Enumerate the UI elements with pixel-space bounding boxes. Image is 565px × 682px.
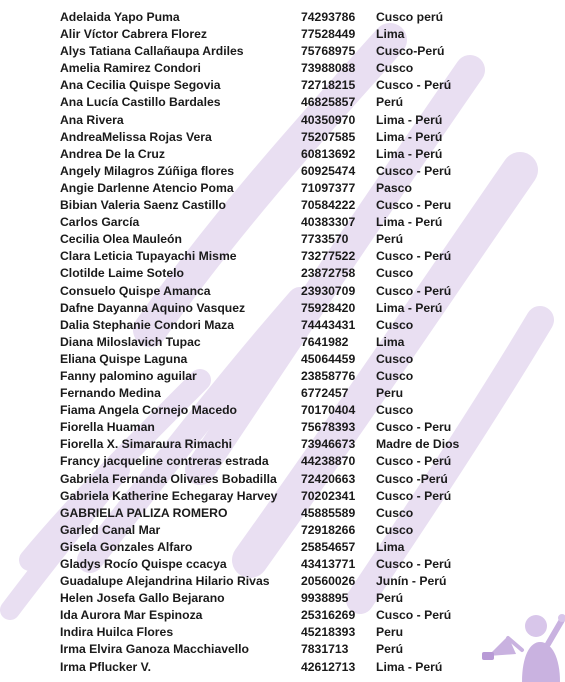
location-text: Madre de Dios [376, 437, 460, 452]
name-text: Diana Miloslavich Tupac [60, 334, 201, 349]
name-text: Ana Rivera [60, 112, 124, 127]
list-item [0, 43, 565, 60]
id-number: 7831713 [301, 642, 349, 657]
id-number: 7641982 [301, 334, 349, 349]
name-text: Fanny palomino aguilar [60, 368, 197, 383]
list-item [0, 197, 565, 214]
list-item [0, 351, 565, 368]
location-text: Cusco [376, 351, 414, 366]
id-number: 72420663 [301, 471, 356, 486]
location-text: Cusco [376, 368, 414, 383]
location-text: Cusco [376, 522, 414, 537]
list-item [0, 471, 565, 488]
list-item [0, 402, 565, 419]
list-item [0, 26, 565, 43]
name-text: Eliana Quispe Laguna [60, 351, 188, 366]
id-number: 42612713 [301, 659, 356, 674]
location-text: Lima [376, 27, 405, 42]
id-number: 9938895 [301, 591, 349, 606]
name-text: Clara Leticia Tupayachi Misme [60, 249, 237, 264]
list-item [0, 129, 565, 146]
location-text: Lima - Perú [376, 300, 443, 315]
id-number: 70202341 [301, 488, 356, 503]
list-item [0, 488, 565, 505]
list-item [0, 573, 565, 590]
id-number: 25316269 [301, 608, 356, 623]
id-number: 70584222 [301, 198, 356, 213]
id-number: 75928420 [301, 300, 356, 315]
list-item [0, 505, 565, 522]
name-text: Amelia Ramirez Condori [60, 61, 201, 76]
id-number: 74293786 [301, 10, 356, 24]
id-number: 25854657 [301, 539, 356, 554]
name-text: Francy jacqueline contreras estrada [60, 454, 269, 469]
id-number: 77528449 [301, 27, 356, 42]
location-text: Cusco - Perú [376, 249, 452, 264]
list-item [0, 214, 565, 231]
name-text: Ida Aurora Mar Espinoza [60, 608, 203, 623]
list-item [0, 539, 565, 556]
location-text: Cusco - Peru [376, 198, 452, 213]
list-item [0, 248, 565, 265]
location-text: Lima [376, 334, 405, 349]
name-text: Gladys Rocío Quispe ccacya [60, 557, 227, 571]
woman-with-megaphone-illustration [478, 596, 565, 682]
name-text: Alys Tatiana Callañaupa Ardiles [60, 44, 244, 59]
id-number: 75768975 [301, 44, 356, 59]
list-item [0, 436, 565, 453]
name-text: Fiorella X. Simaraura Rimachi [60, 437, 233, 452]
name-text: Gisela Gonzales Alfaro [60, 539, 193, 554]
location-text: Cusco-Perú [376, 44, 445, 59]
id-number: 72718215 [301, 78, 356, 93]
id-number: 45218393 [301, 625, 356, 640]
name-text: Angely Milagros Zúñiga flores [60, 163, 235, 178]
location-text: Lima - Perú [376, 146, 443, 161]
list-item [0, 556, 565, 573]
list-item [0, 385, 565, 402]
id-number: 70170404 [301, 403, 356, 418]
location-text: Junín - Perú [376, 574, 447, 589]
location-text: Cusco - Perú [376, 163, 452, 178]
list-item [0, 9, 565, 26]
name-text: Ana Lucía Castillo Bardales [60, 95, 221, 110]
name-text: Bibian Valeria Saenz Castillo [60, 198, 226, 213]
name-text: Fiama Angela Cornejo Macedo [60, 403, 237, 418]
name-text: Indira Huilca Flores [60, 625, 174, 640]
name-text: Irma Pflucker V. [60, 659, 152, 674]
name-text: Clotilde Laime Sotelo [60, 266, 184, 281]
id-number: 44238870 [301, 454, 356, 469]
id-number: 40383307 [301, 215, 356, 230]
location-text: Cusco - Perú [376, 283, 452, 298]
id-number: 20560026 [301, 574, 356, 589]
list-item [0, 231, 565, 248]
location-text: Lima - Perú [376, 659, 443, 674]
id-number: 7733570 [301, 232, 349, 247]
name-text: Fiorella Huaman [60, 420, 155, 435]
location-text: Cusco - Peru [376, 420, 452, 435]
name-text: Gabriela Fernanda Olivares Bobadilla [60, 471, 277, 486]
name-text: Alir Víctor Cabrera Florez [60, 27, 207, 42]
location-text: Cusco [376, 403, 414, 418]
id-number: 60925474 [301, 163, 356, 178]
name-text: Gabriela Katherine Echegaray Harvey [60, 488, 278, 503]
list-item [0, 60, 565, 77]
id-number: 75207585 [301, 129, 356, 144]
location-text: Perú [376, 95, 404, 110]
name-text: Helen Josefa Gallo Bejarano [60, 591, 225, 606]
location-text: Cusco perú [376, 10, 444, 24]
name-text: Garled Canal Mar [60, 522, 161, 537]
id-number: 60813692 [301, 146, 356, 161]
name-text: GABRIELA PALIZA ROMERO [60, 505, 228, 520]
name-text: AndreaMelissa Rojas Vera [60, 129, 212, 144]
location-text: Cusco - Perú [376, 557, 452, 571]
location-text: Cusco [376, 266, 414, 281]
list-item [0, 94, 565, 111]
location-text: Lima - Perú [376, 112, 443, 127]
id-number: 74443431 [301, 317, 356, 332]
id-number: 40350970 [301, 112, 356, 127]
location-text: Cusco [376, 61, 414, 76]
name-text: Adelaida Yapo Puma [60, 10, 180, 24]
location-text: Cusco - Perú [376, 488, 452, 503]
list-item [0, 317, 565, 334]
list-item [0, 77, 565, 94]
list-item [0, 522, 565, 539]
id-number: 23872758 [301, 266, 356, 281]
location-text: Peru [376, 386, 404, 401]
location-text: Cusco - Perú [376, 608, 452, 623]
location-text: Pasco [376, 180, 412, 195]
participant-list [0, 9, 565, 676]
location-text: Lima - Perú [376, 129, 443, 144]
location-text: Cusco -Perú [376, 471, 448, 486]
location-text: Perú [376, 232, 404, 247]
list-item [0, 368, 565, 385]
list-item [0, 283, 565, 300]
list-item [0, 180, 565, 197]
name-text: Ana Cecilia Quispe Segovia [60, 78, 221, 93]
name-text: Andrea De la Cruz [60, 146, 165, 161]
id-number: 73988088 [301, 61, 356, 76]
id-number: 73277522 [301, 249, 356, 264]
location-text: Cusco [376, 317, 414, 332]
name-text: Irma Elvira Ganoza Macchiavello [60, 642, 249, 657]
list-item [0, 419, 565, 436]
location-text: Peru [376, 625, 404, 640]
location-text: Cusco - Perú [376, 454, 452, 469]
id-number: 46825857 [301, 95, 356, 110]
list-item [0, 163, 565, 180]
id-number: 45064459 [301, 351, 356, 366]
name-text: Carlos García [60, 215, 140, 230]
location-text: Lima [376, 539, 405, 554]
name-text: Fernando Medina [60, 386, 161, 401]
id-number: 23858776 [301, 368, 356, 383]
id-number: 6772457 [301, 386, 349, 401]
name-text: Dalia Stephanie Condori Maza [60, 317, 235, 332]
list-item [0, 453, 565, 470]
location-text: Lima - Perú [376, 215, 443, 230]
id-number: 75678393 [301, 420, 356, 435]
list-item [0, 334, 565, 351]
id-number: 73946673 [301, 437, 356, 452]
name-text: Dafne Dayanna Aquino Vasquez [60, 300, 246, 315]
location-text: Cusco - Perú [376, 78, 452, 93]
list-item [0, 146, 565, 163]
id-number: 72918266 [301, 522, 356, 537]
list-item [0, 265, 565, 282]
name-text: Guadalupe Alejandrina Hilario Rivas [60, 574, 270, 589]
location-text: Cusco [376, 505, 414, 520]
id-number: 45885589 [301, 505, 356, 520]
list-item [0, 112, 565, 129]
name-text: Cecilia Olea Mauleón [60, 232, 182, 247]
list-item [0, 300, 565, 317]
name-text: Angie Darlenne Atencio Poma [60, 180, 234, 195]
location-text: Perú [376, 591, 404, 606]
id-number: 43413771 [301, 557, 356, 571]
name-text: Consuelo Quispe Amanca [60, 283, 211, 298]
id-number: 23930709 [301, 283, 356, 298]
id-number: 71097377 [301, 180, 356, 195]
location-text: Perú [376, 642, 404, 657]
